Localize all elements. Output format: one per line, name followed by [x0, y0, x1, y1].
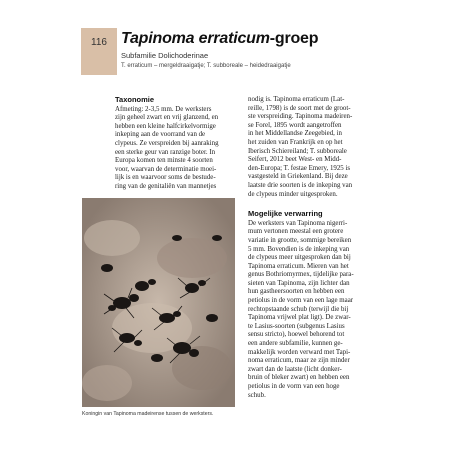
ant-photo-image	[82, 198, 235, 407]
text-line: rechtopstaande schub (terwijl die bij	[248, 305, 349, 313]
subfamily-label: Subfamilie Dolichoderinae	[121, 51, 209, 60]
species-common-names: T. erraticum – mergeldraaigatje; T. subboreale – heidedraaigatje	[121, 63, 291, 69]
text-line: te Lasius-soorten (subgenus Lasius	[248, 322, 345, 330]
photo-caption: Koningin van Tapinoma madeirense tussen de werksters.	[82, 411, 214, 417]
right-column	[248, 96, 372, 400]
ant-photo	[82, 198, 235, 407]
text-line: de clypeus minder uitgesproken.	[248, 190, 338, 198]
text-line: een andere subfamilie, kunnen ge-	[248, 340, 343, 348]
text-line: lijk is en waarvoor soms de bestude-	[115, 174, 216, 182]
text-line: zijn geheel zwart en vrij glanzend, en	[115, 114, 219, 122]
text-line: De werksters van Tapinoma nigerri-	[248, 219, 348, 227]
title-suffix: -groep	[269, 30, 319, 47]
text-line: Afmeting: 2-3,5 mm. De werksters	[115, 105, 212, 113]
text-line: het zuiden van Frankrijk en op het	[248, 138, 343, 146]
text-line: 5 mm. Bovendien is de inkeping van	[248, 245, 350, 253]
text-line: reille, 1798) is de soort met de groot-	[248, 104, 351, 112]
text-line: Tapinoma vrijwel plat ligt). De zwar-	[248, 314, 351, 322]
text-line: clypeus. Ze verspreiden bij aanraking	[115, 139, 219, 147]
text-line: in het Middellandse Zeegebied, in	[248, 130, 342, 138]
text-line: hebben een kleine halfcirkelvormige	[115, 122, 216, 130]
text-line: nodig is. Tapinoma erraticum (Lat-	[248, 96, 345, 103]
text-line: zwart dan de laatste (licht donker-	[248, 365, 342, 373]
text-line: de clypeus meer uitgesproken dan bij	[248, 254, 351, 262]
text-line: laatste drie soorten is de inkeping van	[248, 181, 353, 189]
left-column	[115, 96, 235, 192]
text-line: ste verspreiding. Tapinoma madeiren-	[248, 113, 353, 121]
text-line: sensu stricto), hoewel behorend tot	[248, 331, 345, 339]
text-line: schub.	[248, 391, 266, 399]
text-line: petiolus in de vorm van een lage maar	[248, 297, 354, 305]
confusion-heading: Mogelijke verwarring	[248, 209, 323, 219]
text-line: Seifert, 2012 beet West- en Midd-	[248, 156, 342, 164]
text-line: een sterke geur van ranzige boter. In	[115, 148, 216, 156]
title-species: Tapinoma erraticum	[121, 30, 270, 47]
page-title	[121, 30, 318, 48]
text-line: petiolus in de vorm van een hoge	[248, 383, 340, 390]
confusion-text	[248, 220, 372, 400]
text-line: Iberisch Schiereiland; T. subboreale	[248, 147, 347, 155]
taxonomy-text	[115, 106, 235, 192]
page-number: 116	[81, 28, 117, 75]
text-line: mum vertonen meestal een grotere	[248, 228, 344, 236]
text-line: ring van de genitaliën van mannetjes	[115, 182, 217, 190]
text-line: variatie in grootte, sommige bereiken	[248, 236, 352, 244]
text-line: genus Bothriomyrmex, tijdelijke para-	[248, 271, 354, 279]
text-line: sieten van Tapinoma, zijn lichter dan	[248, 279, 350, 287]
text-line: Tapinoma erraticum. Mieren van het	[248, 262, 349, 270]
text-line: hun gastheersoorten en hebben een	[248, 288, 345, 296]
text-line: bruin of bleker zwart) en hebben een	[248, 374, 350, 382]
text-line: vastgesteld in Griekenland. Bij deze	[248, 173, 348, 181]
taxonomy-heading: Taxonomie	[115, 95, 155, 104]
taxonomy-text-continued	[248, 96, 372, 199]
text-line: se Forel, 1895 wordt aangetroffen	[248, 121, 342, 129]
text-line: den-Europa; T. festae Emery, 1925 is	[248, 164, 351, 172]
text-line: inkeping aan de voorrand van de	[115, 131, 206, 139]
text-line: Europa komen ten minste 4 soorten	[115, 157, 213, 165]
text-line: voor, waarvan de determinatie moei-	[115, 165, 217, 173]
text-line: makkelijk worden verward met Tapi-	[248, 348, 351, 356]
text-line: noma erraticum, maar ze zijn minder	[248, 357, 350, 365]
